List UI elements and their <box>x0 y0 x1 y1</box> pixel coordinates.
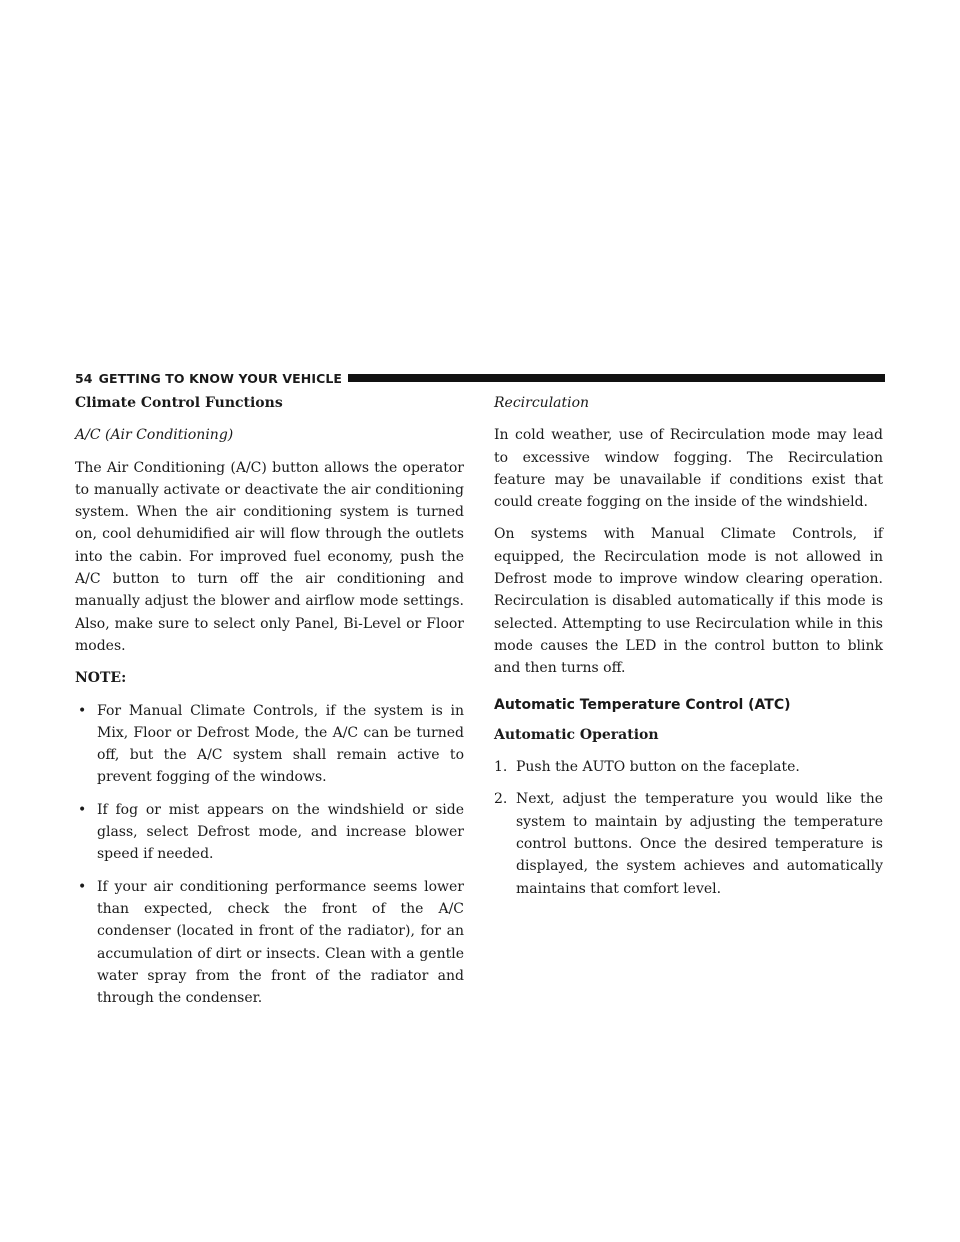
bullet-icon: • <box>78 702 87 719</box>
list-item-text: If fog or mist appears on the windshield or side glass, select Defrost mode, and increase blower speed if needed. <box>97 801 464 863</box>
note-list <box>75 700 464 1010</box>
list-item <box>75 876 464 1010</box>
recirculation-paragraph-2: On systems with Manual Climate Controls, if equipped, the Recirculation mode is not allowed in Defrost mode to improve window clearing operation. Recirculation is disabled automatically if this mode is selected. Attempting to use Recirculation while in this mode causes the LED in the control button to blink and then turns off. <box>494 526 883 677</box>
step-item <box>494 756 883 778</box>
climate-control-heading: Climate Control Functions <box>75 395 283 411</box>
section-title: GETTING TO KNOW YOUR VEHICLE <box>98 370 343 386</box>
ac-paragraph: The Air Conditioning (A/C) button allows the operator to manually activate or deactivate the air conditioning system. When the air conditioning system is turned on, cool dehumidified air will flow through the outlets into the cabin. For improved fuel economy, push the A/C button to turn off the air conditioning and manually adjust the blower and airflow mode settings. Also, make sure to select only Panel, Bi-Level or Floor modes. <box>75 459 464 654</box>
list-item <box>75 700 464 789</box>
note-label: NOTE: <box>75 670 127 687</box>
recirculation-subheading: Recirculation <box>494 395 590 411</box>
header-rule <box>348 374 885 382</box>
list-item-text: If your air conditioning performance seems lower than expected, check the front of the A/C condenser (located in front of the radiator), for an accumulation of dirt or insects. Clean with a gentle water spray from the front of the radiator and through the condenser. <box>97 878 464 1007</box>
automatic-operation-heading: Automatic Operation <box>494 726 659 743</box>
step-text: Next, adjust the temperature you would like the system to maintain by adjusting the temperature control buttons. Once the desired temperature is displayed, the system achieves and automatically maintains that comfort level. <box>516 791 883 897</box>
steps-list <box>494 756 883 900</box>
list-item <box>75 799 464 866</box>
bullet-icon: • <box>78 801 87 818</box>
list-item-text: For Manual Climate Controls, if the system is in Mix, Floor or Defrost Mode, the A/C can be turned off, but the A/C system shall remain active to prevent fogging of the windows. <box>97 702 464 786</box>
atc-heading: Automatic Temperature Control (ATC) <box>494 696 791 713</box>
step-text: Push the AUTO button on the faceplate. <box>516 759 800 776</box>
step-number: 2. <box>494 791 508 808</box>
page-header <box>75 370 885 386</box>
recirculation-paragraph-1: In cold weather, use of Recirculation mode may lead to excessive window fogging. The Recirculation feature may be unavailable if conditions exist that could create fogging on the inside of the windshield. <box>494 427 883 511</box>
ac-subheading: A/C (Air Conditioning) <box>75 427 234 444</box>
left-column <box>75 392 464 1019</box>
step-item <box>494 788 883 899</box>
step-number: 1. <box>494 759 508 776</box>
right-column <box>494 392 883 910</box>
bullet-icon: • <box>78 878 87 895</box>
page-number: 54 <box>75 370 93 386</box>
